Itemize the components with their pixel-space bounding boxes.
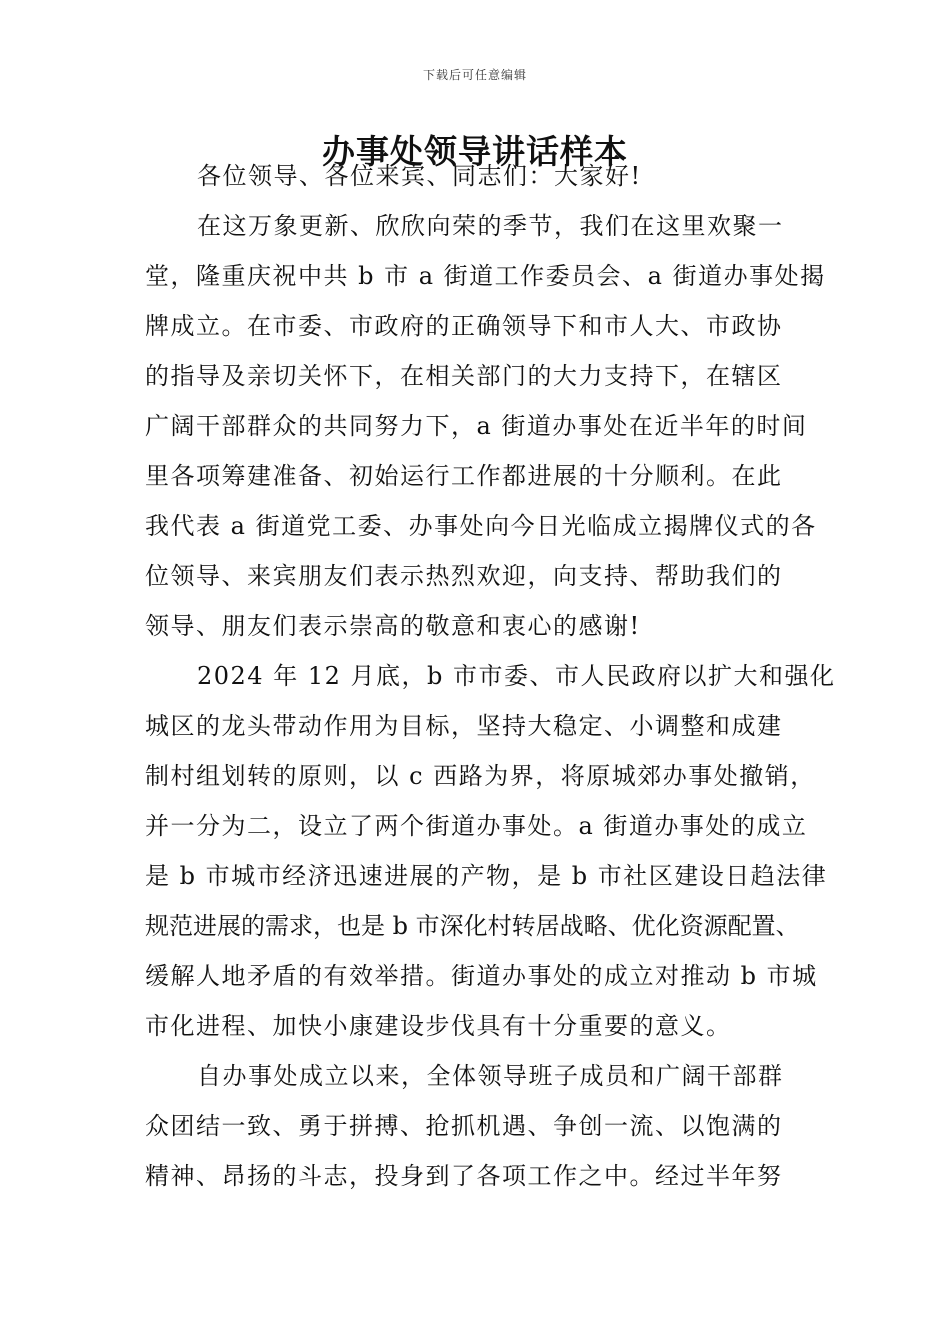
body-line: 规范进展的需求，也是 b 市深化村转居战略、优化资源配置、 xyxy=(145,912,800,940)
body-line: 牌成立。在市委、市政府的正确领导下和市人大、市政协 xyxy=(145,312,783,340)
body-line: 自办事处成立以来，全体领导班子成员和广阔干部群 xyxy=(197,1062,784,1090)
document-title: 办事处领导讲话样本 xyxy=(322,132,628,171)
header-note: 下载后可任意编辑 xyxy=(422,68,527,82)
body-line: 缓解人地矛盾的有效举措。街道办事处的成立对推动 b 市城 xyxy=(145,962,818,990)
document-body xyxy=(145,151,836,1201)
body-line: 众团结一致、勇于拼搏、抢抓机遇、争创一流、以饱满的 xyxy=(145,1112,783,1140)
body-line: 里各项筹建准备、初始运行工作都进展的十分顺利。在此 xyxy=(145,462,783,490)
body-line: 堂，隆重庆祝中共 b 市 a 街道工作委员会、a 街道办事处揭 xyxy=(145,262,826,290)
body-line: 城区的龙头带动作用为目标，坚持大稳定、小调整和成建 xyxy=(145,712,783,740)
body-line: 制村组划转的原则，以 c 西路为界，将原城郊办事处撤销， xyxy=(145,762,816,790)
body-line: 并一分为二，设立了两个街道办事处。a 街道办事处的成立 xyxy=(145,812,808,840)
body-line: 市化进程、加快小康建设步伐具有十分重要的意义。 xyxy=(145,1012,732,1040)
body-line: 2024 年 12 月底，b 市市委、市人民政府以扩大和强化 xyxy=(197,662,836,690)
body-line: 是 b 市城市经济迅速进展的产物，是 b 市社区建设日趋法律 xyxy=(145,862,828,890)
body-line: 领导、朋友们表示崇高的敬意和衷心的感谢! xyxy=(145,612,641,640)
body-line: 我代表 a 街道党工委、办事处向今日光临成立揭牌仪式的各 xyxy=(145,512,817,540)
body-line: 在这万象更新、欣欣向荣的季节，我们在这里欢聚一 xyxy=(197,212,784,240)
body-line: 广阔干部群众的共同努力下，a 街道办事处在近半年的时间 xyxy=(145,412,808,440)
body-line: 位领导、来宾朋友们表示热烈欢迎，向支持、帮助我们的 xyxy=(145,562,783,590)
body-line: 的指导及亲切关怀下，在相关部门的大力支持下，在辖区 xyxy=(145,362,783,390)
body-line: 各位领导、各位来宾、同志们：大家好! xyxy=(197,162,642,190)
body-line: 精神、昂扬的斗志，投身到了各项工作之中。经过半年努 xyxy=(145,1162,783,1190)
